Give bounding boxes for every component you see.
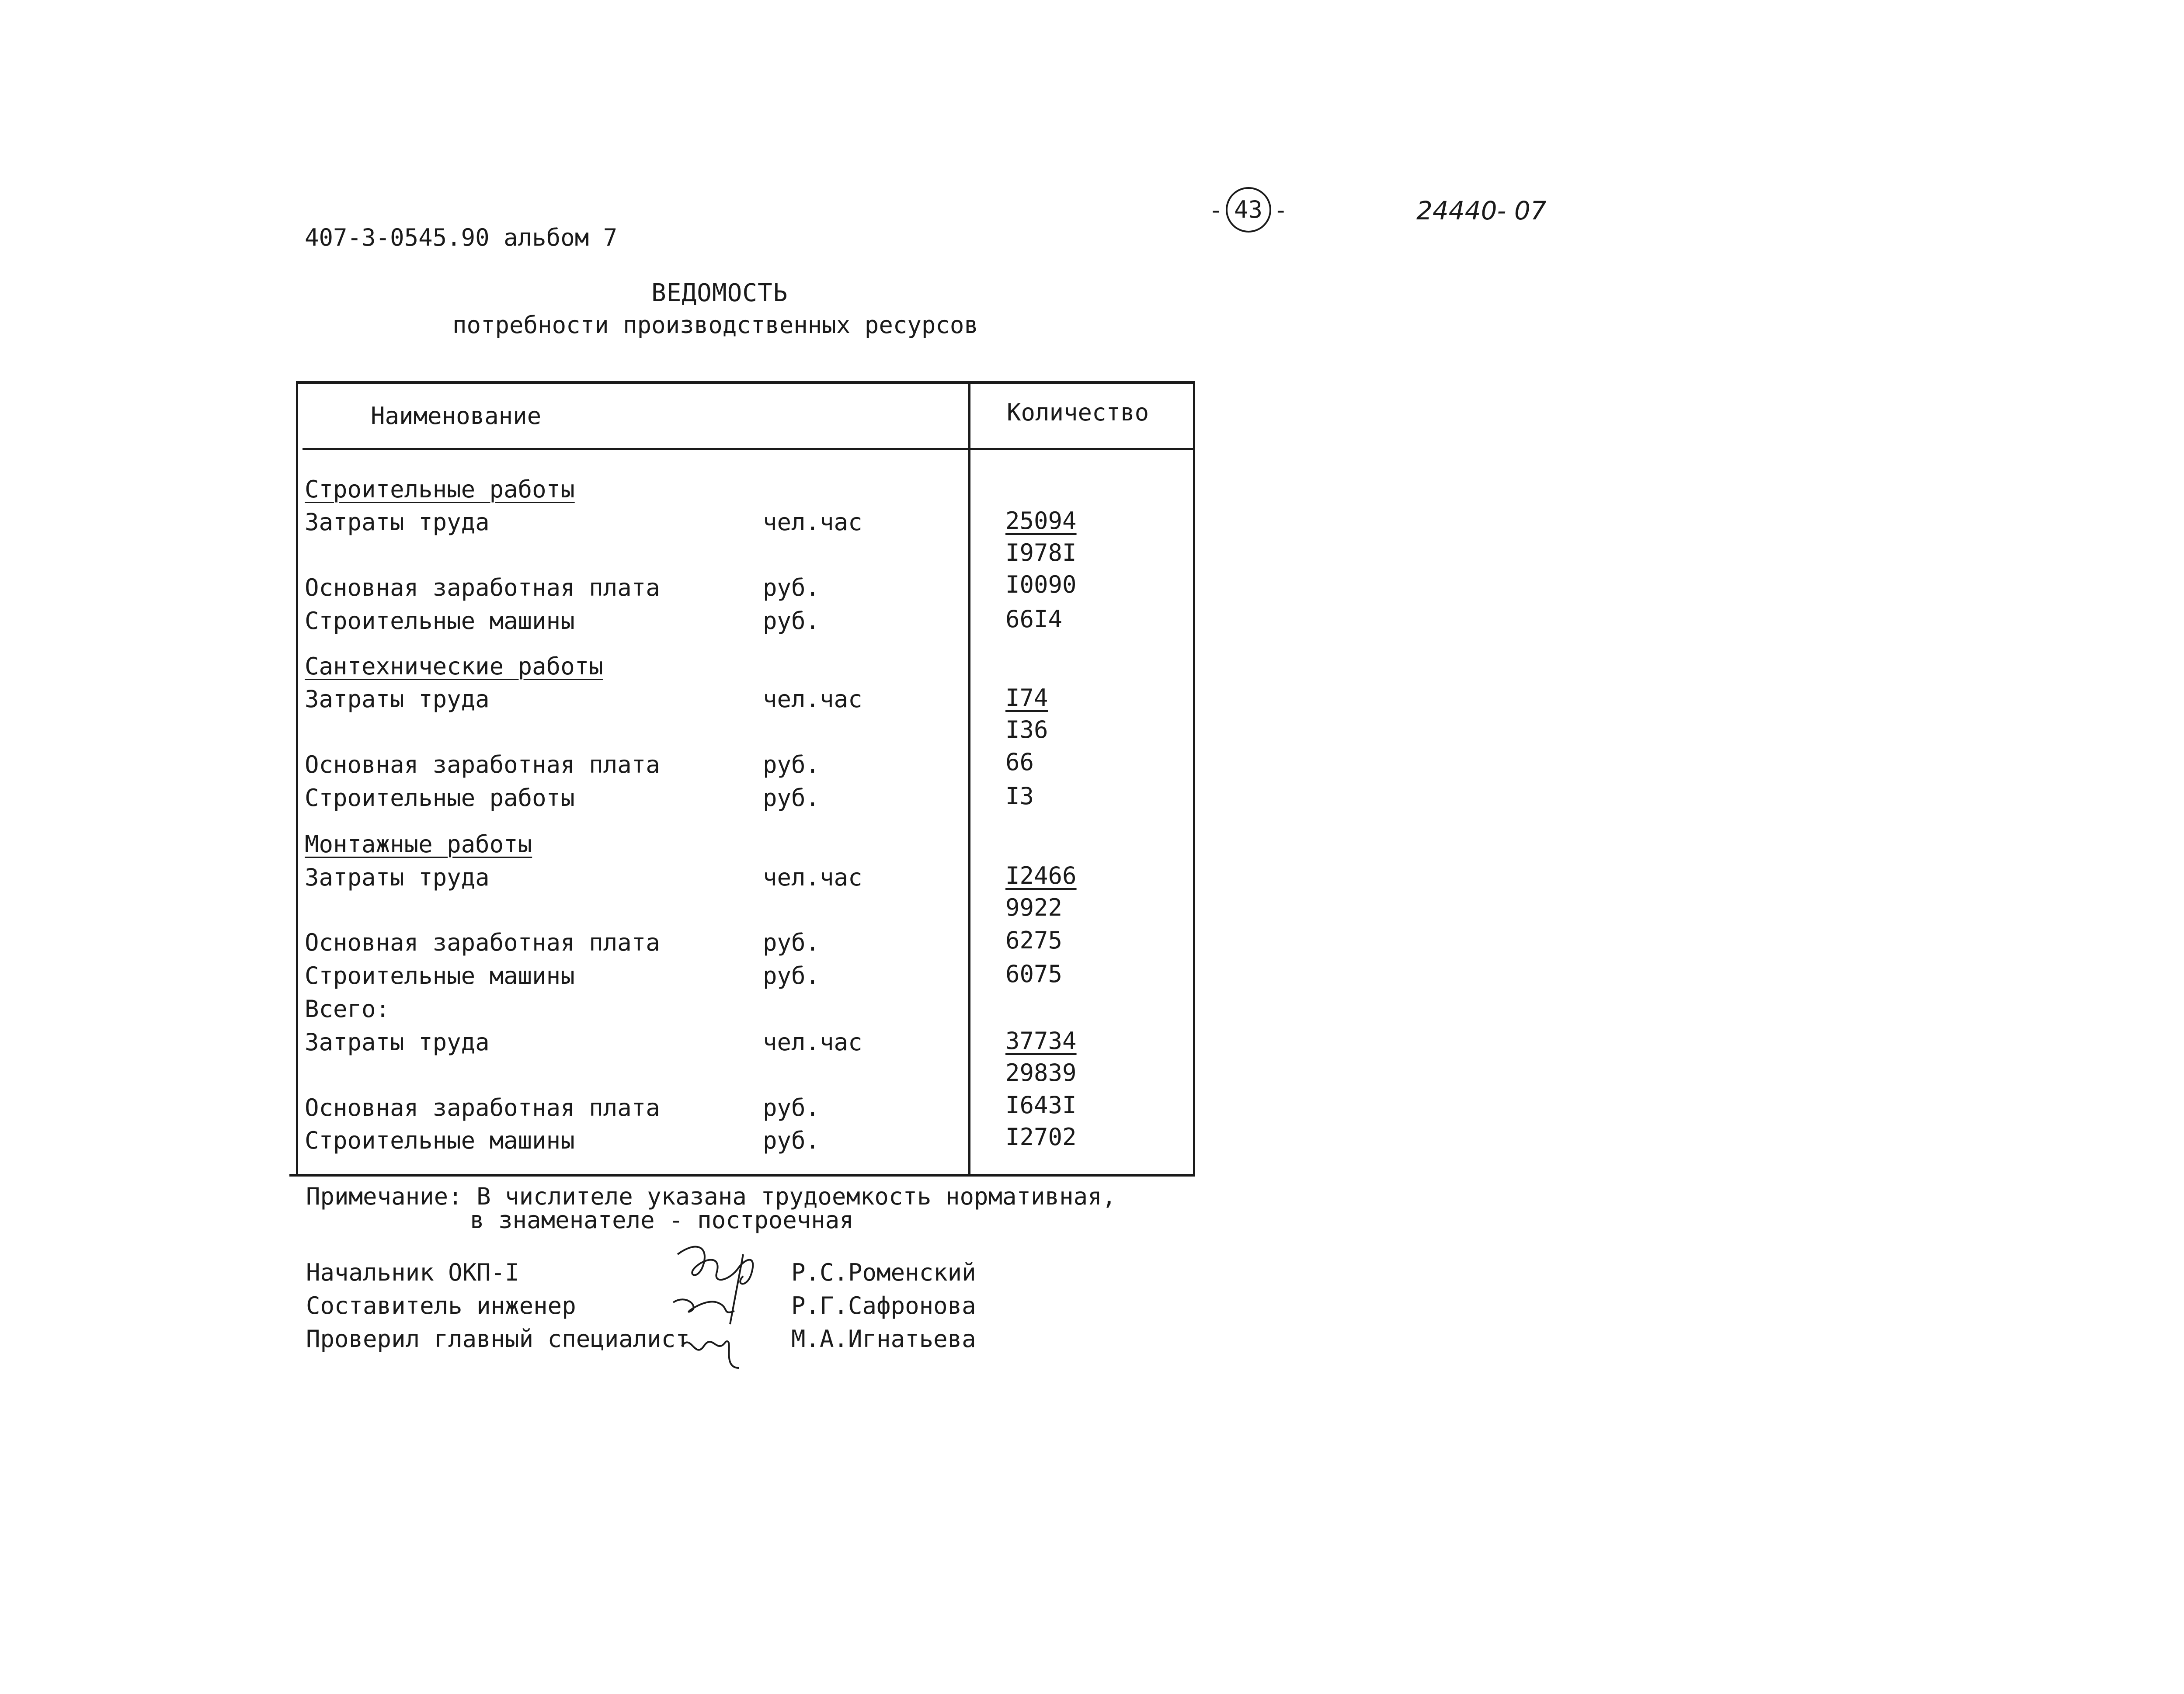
row-qty: 66 (1005, 748, 1034, 776)
row-name: Основная заработная плата (305, 751, 660, 778)
signature-name: Р.Г.Сафронова (791, 1292, 976, 1319)
note-line-1: Примечание: В числителе указана трудоемкость нормативная, (306, 1183, 1116, 1210)
table-column-divider (968, 381, 970, 1174)
column-header-name: Наименование (371, 402, 542, 430)
column-header-quantity: Количество (1007, 399, 1149, 426)
table-border-bottom (289, 1174, 1195, 1177)
row-name: Основная заработная плата (305, 1094, 660, 1121)
row-qty-numerator: 37734 (1005, 1027, 1077, 1055)
row-unit: руб. (763, 929, 820, 956)
row-qty: I2702 (1005, 1123, 1077, 1151)
row-unit: руб. (763, 784, 820, 812)
signature-role: Проверил главный специалист (306, 1325, 690, 1353)
row-qty-denominator: I36 (1005, 716, 1048, 743)
row-name: Затраты труда (305, 864, 490, 891)
page-subtitle: потребности производственных ресурсов (452, 311, 978, 339)
row-qty: I643I (1005, 1091, 1077, 1119)
row-name: Основная заработная плата (305, 574, 660, 601)
row-qty: 6075 (1005, 960, 1063, 988)
row-qty-denominator: 9922 (1005, 894, 1063, 921)
row-name: Затраты труда (305, 685, 490, 713)
row-qty: I0090 (1005, 571, 1077, 598)
signature-role: Начальник ОКП-I (306, 1259, 519, 1286)
signature-role: Составитель инженер (306, 1292, 576, 1319)
row-name: Основная заработная плата (305, 929, 660, 956)
row-name: Затраты труда (305, 1028, 490, 1056)
table-border-left (296, 381, 298, 1174)
section-title: Строительные работы (305, 476, 575, 503)
row-unit: руб. (763, 1127, 820, 1154)
row-name: Строительные работы (305, 784, 575, 812)
row-name: Строительные машины (305, 962, 575, 989)
row-qty-numerator: I2466 (1005, 862, 1077, 889)
row-qty: I3 (1005, 782, 1034, 810)
table-border-right (1193, 381, 1195, 1177)
signature-name: М.А.Игнатьева (791, 1325, 976, 1353)
signature-name: Р.С.Роменский (791, 1259, 976, 1286)
row-unit: руб. (763, 962, 820, 989)
row-name: Строительные машины (305, 1127, 575, 1154)
handwritten-signature (669, 1237, 800, 1377)
row-qty-numerator: I74 (1005, 684, 1048, 712)
row-name: Строительные машины (305, 607, 575, 635)
note-line-2: в знаменателе - построечная (470, 1206, 854, 1234)
table-border-top (296, 381, 1195, 384)
page-number: - 43 - (1209, 187, 1288, 233)
row-name: Затраты труда (305, 508, 490, 536)
row-qty-numerator: 25094 (1005, 507, 1077, 535)
row-qty: 66I4 (1005, 605, 1063, 633)
row-unit: руб. (763, 1094, 820, 1121)
row-qty-denominator: 29839 (1005, 1059, 1077, 1087)
row-qty-denominator: I978I (1005, 539, 1077, 566)
page-title: ВЕДОМОСТЬ (651, 279, 788, 307)
row-unit: чел.час (763, 508, 862, 536)
row-unit: руб. (763, 751, 820, 778)
stamp-number: 24440- 07 (1416, 196, 1547, 226)
row-unit: чел.час (763, 685, 862, 713)
row-unit: руб. (763, 574, 820, 601)
row-unit: чел.час (763, 864, 862, 891)
totals-title: Всего: (305, 995, 390, 1023)
page-number-value: 43 (1226, 187, 1271, 233)
section-title: Монтажные работы (305, 830, 532, 858)
row-qty: 6275 (1005, 927, 1063, 954)
section-title: Сантехнические работы (305, 653, 603, 680)
document-code: 407-3-0545.90 альбом 7 (305, 224, 618, 251)
row-unit: руб. (763, 607, 820, 635)
table-header-divider (303, 448, 1194, 450)
row-unit: чел.час (763, 1028, 862, 1056)
